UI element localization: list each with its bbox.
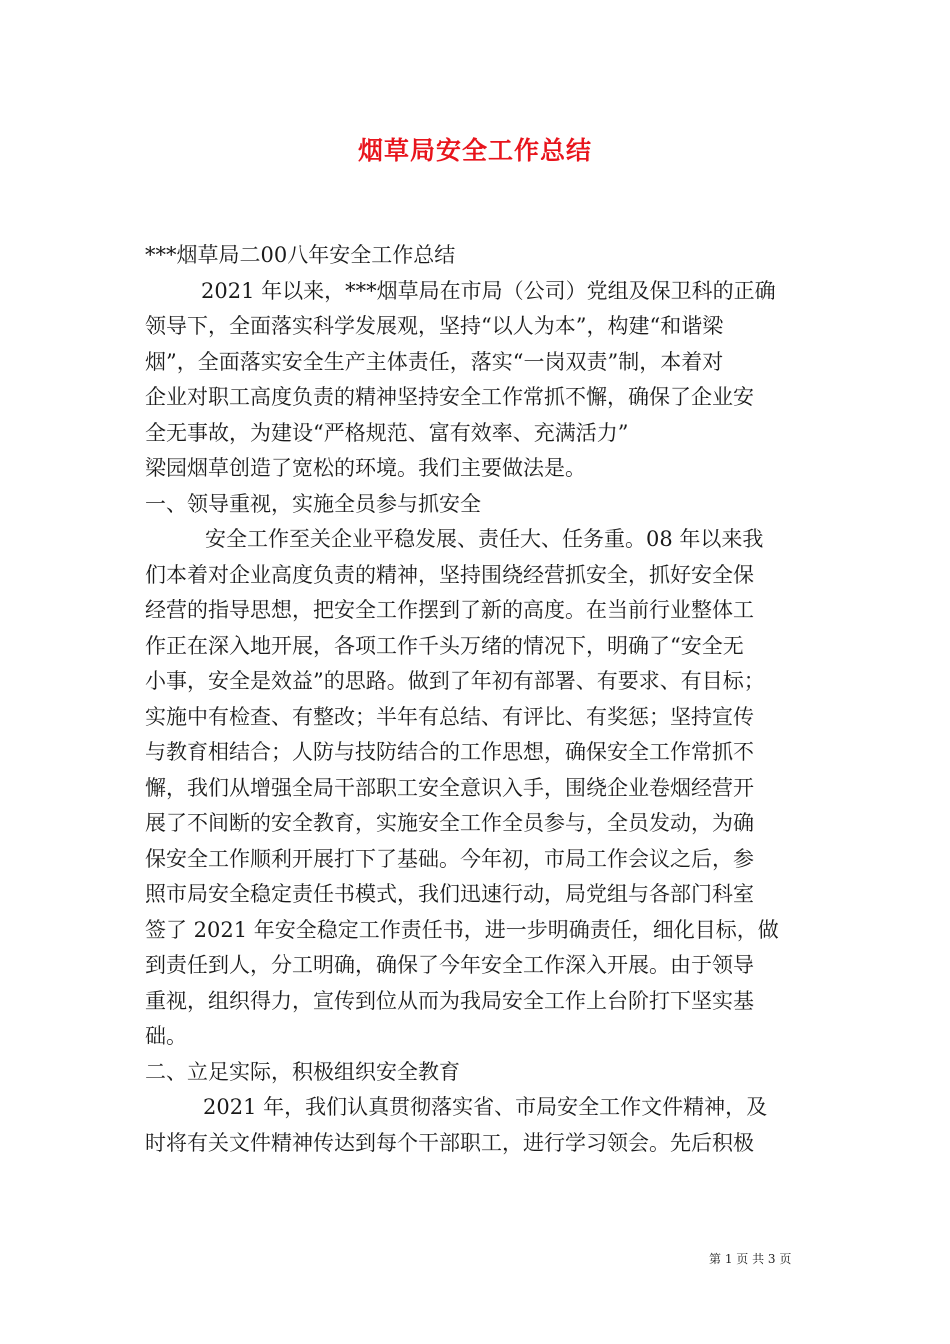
intro-tail: 梁园烟草创造了宽松的环境。我们主要做法是。 [145, 456, 586, 480]
text-line: 照市局安全稳定责任书模式，我们迅速行动，局党组与各部门科室 [145, 882, 754, 906]
text-line: 领导下，全面落实科学发展观，坚持“以人为本”，构建“和谐梁 [145, 314, 724, 338]
text-line: 重视，组织得力，宣传到位从而为我局安全工作上台阶打下坚实基 [145, 988, 754, 1013]
text-line: 小事，安全是效益”的思路。做到了年初有部署、有要求、有目标； [145, 669, 765, 693]
text-line: 实施中有检查、有整改；半年有总结、有评比、有奖惩；坚持宣传 [145, 704, 754, 729]
section-heading-2: 二、立足实际，积极组织安全教育 [145, 1059, 460, 1084]
text-line: 础。 [145, 1024, 187, 1048]
text-line: 2021 年以来，***烟草局在市局（公司）党组及保卫科的正确 [201, 278, 776, 303]
page-title: 烟草局安全工作总结 [357, 136, 592, 165]
text-line: 保安全工作顺利开展打下了基础。今年初，市局工作会议之后，参 [145, 846, 754, 871]
section-1-paragraph [145, 522, 805, 1055]
text-line: 经营的指导思想，把安全工作摆到了新的高度。在当前行业整体工 [145, 598, 754, 622]
text-line: 们本着对企业高度负责的精神，坚持围绕经营抓安全，抓好安全保 [145, 562, 754, 587]
text-line: 懈，我们从增强全局干部职工安全意识入手，围绕企业卷烟经营开 [145, 775, 754, 800]
text-line: 2021 年，我们认真贯彻落实省、市局安全工作文件精神，及 [203, 1095, 768, 1119]
text-line: 安全工作至关企业平稳发展、责任大、任务重。08 年以来我 [205, 527, 764, 551]
intro-paragraph [145, 274, 805, 452]
text-line: 烟”，全面落实安全生产主体责任，落实“一岗双责”制，本着对 [145, 349, 724, 374]
text-line: 企业对职工高度负责的精神坚持安全工作常抓不懈，确保了企业安 [145, 385, 754, 409]
text-line: 与教育相结合；人防与技防结合的工作思想，确保安全工作常抓不 [145, 740, 754, 764]
page-number: 第 1 页 共 3 页 [709, 1252, 792, 1266]
text-line: 签了 2021 年安全稳定工作责任书，进一步明确责任，细化目标，做 [145, 917, 779, 942]
text-line: 展了不间断的安全教育，实施安全工作全员参与，全员发动，为确 [145, 811, 754, 835]
section-2-paragraph [145, 1090, 805, 1161]
text-line: 作正在深入地开展，各项工作千头万绪的情况下，明确了“安全无 [145, 633, 744, 658]
text-line: 全无事故，为建设“严格规范、富有效率、充满活力” [145, 420, 629, 445]
text-line: 时将有关文件精神传达到每个干部职工，进行学习领会。先后积极 [145, 1130, 754, 1155]
section-heading-1: 一、领导重视，实施全员参与抓安全 [145, 491, 481, 516]
text-line: 到责任到人，分工明确，确保了今年安全工作深入开展。由于领导 [145, 953, 754, 977]
document-body [145, 238, 805, 1161]
document-subtitle: ***烟草局二00八年安全工作总结 [145, 243, 456, 267]
